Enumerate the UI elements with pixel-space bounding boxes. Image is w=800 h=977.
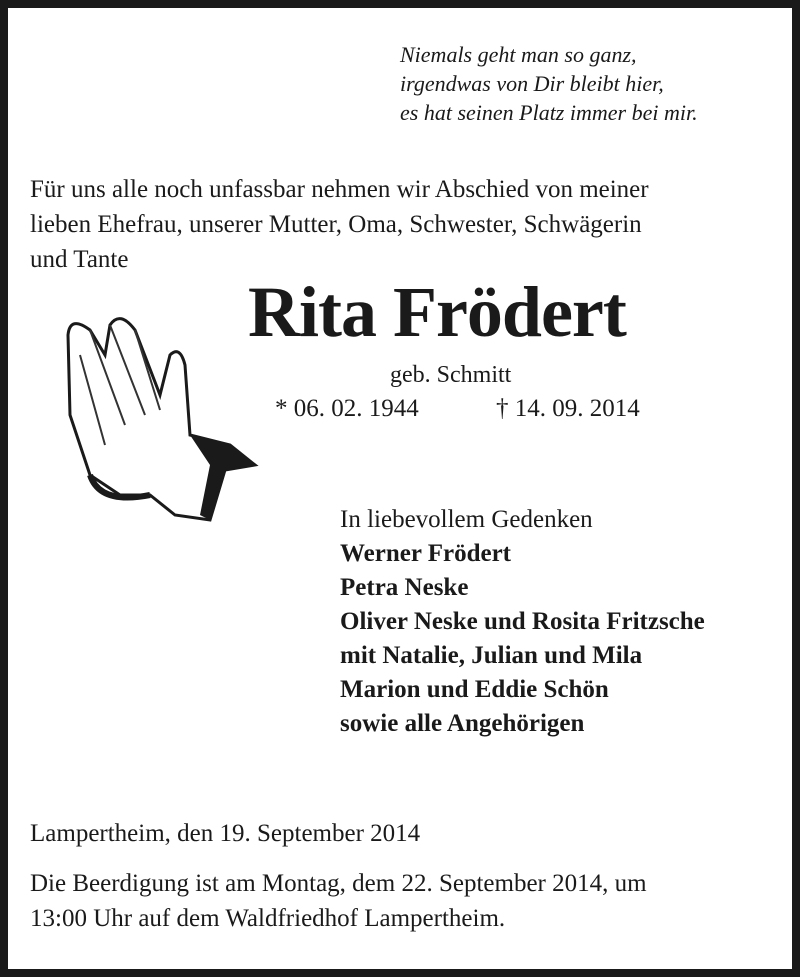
intro-text — [30, 172, 649, 277]
mourner-name: Marion und Eddie Schön — [340, 676, 609, 703]
quote-line: Niemals geht man so ganz, — [400, 42, 637, 67]
mourner-name: Oliver Neske und Rosita Fritzsche — [340, 608, 705, 635]
deceased-name: Rita Frödert — [248, 272, 626, 352]
quote-line: irgendwas von Dir bleibt hier, — [400, 71, 664, 96]
intro-line: Für uns alle noch unfassbar nehmen wir Abschied von meiner — [30, 176, 649, 203]
mourner-name: Werner Frödert — [340, 540, 511, 567]
poem-quote — [400, 40, 698, 127]
birth-date: * 06. 02. 1944 — [275, 395, 419, 422]
mourner-name: sowie alle Angehörigen — [340, 710, 585, 737]
funeral-line: Die Beerdigung ist am Montag, dem 22. September 2014, um — [30, 870, 647, 897]
mourner-name: mit Natalie, Julian und Mila — [340, 642, 643, 669]
praying-hands-icon — [50, 295, 260, 535]
death-date: † 14. 09. 2014 — [496, 395, 640, 422]
funeral-line: 13:00 Uhr auf dem Waldfriedhof Lampertheim. — [30, 905, 506, 932]
intro-line: und Tante — [30, 246, 129, 273]
intro-line: lieben Ehefrau, unserer Mutter, Oma, Schwester, Schwägerin — [30, 211, 642, 238]
mourners-heading: In liebevollem Gedenken — [340, 506, 593, 533]
maiden-name: geb. Schmitt — [390, 362, 512, 388]
funeral-info — [30, 866, 647, 936]
quote-line: es hat seinen Platz immer bei mir. — [400, 100, 698, 125]
mourner-name: Petra Neske — [340, 574, 469, 601]
place-date: Lampertheim, den 19. September 2014 — [30, 820, 421, 847]
mourners-list — [340, 503, 705, 741]
